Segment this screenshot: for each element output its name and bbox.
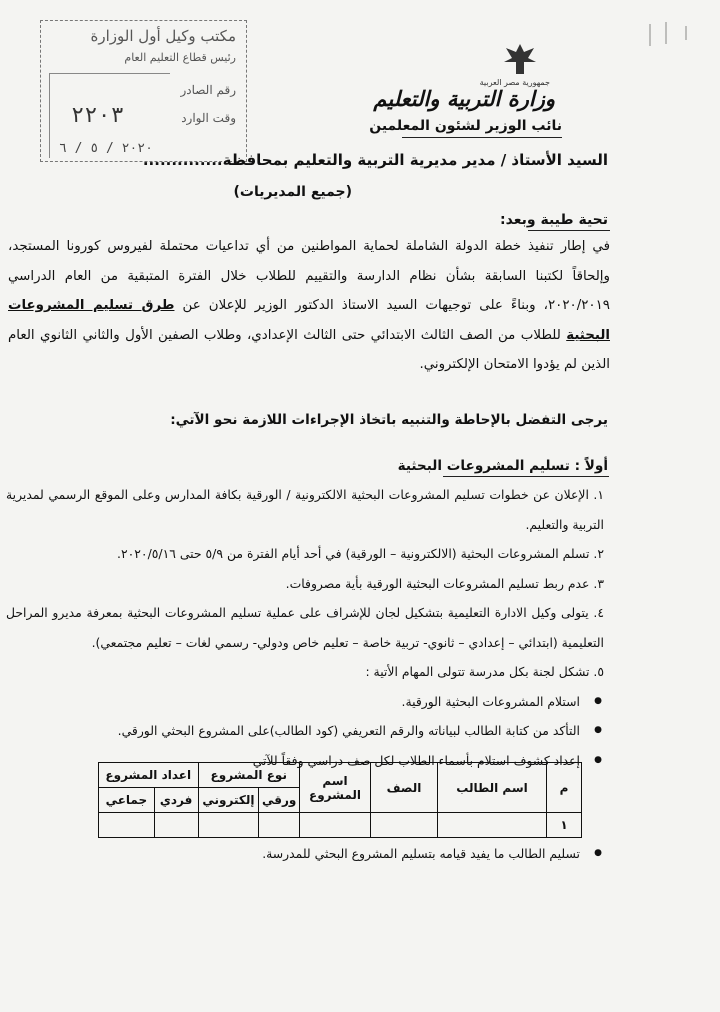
intro-after: للطلاب من الصف الثالث الابتدائي حتى الثالث الإعدادي، وطلاب الصفين الأول والثاني الثانوي العام الذين لم يؤدوا الامتحان الإلكتروني. [8,327,610,372]
col-project-prep: اعداد المشروع [99,763,199,788]
stamp-line-1: مكتب وكيل أول الوزارة [90,27,236,45]
stamp-date-label: وقت الوارد [181,111,236,125]
deputy-underline [402,137,562,138]
section-title: أولاً : تسليم المشروعات البحثية [397,458,608,474]
cell-class [371,813,438,838]
intro-paragraph [8,232,610,380]
ministry-name: وزارة التربية والتعليم [373,86,555,111]
bullet-item: ● إعداد كشوف استلام بأسماء الطلاب لكل صف دراسي وفقاً للآتي [6,746,604,776]
list-item: ١. الإعلان عن خطوات تسليم المشروعات البحثية الالكترونية / الورقية بكافة المدارس وعلى الموقع الرسمي لمديرية التربية والتعليم. [6,487,604,532]
sub-individual: فردي [154,788,198,813]
corner-marks-icon [642,18,702,48]
cell-individual [154,813,198,838]
all-directorates: (جميع المديريات) [233,184,352,200]
republic-label: جمهورية مصر العربية [479,78,550,87]
section-underline [443,476,609,477]
col-student-name: اسم الطالب [438,763,547,813]
list-item: ٥. تشكل لجنة بكل مدرسة تتولى المهام الأتية : [365,664,604,679]
receipt-table [98,762,582,838]
col-project-type: نوع المشروع [198,763,300,788]
stamp-line-2: رئيس قطاع التعليم العام [124,51,236,64]
cell-no: ١ [547,813,582,838]
bullet-item: ● التأكد من كتابة الطالب لبياناته والرقم التعريفي (كود الطالب)على المشروع البحثي الورقي. [6,716,604,746]
cell-project-name [300,813,371,838]
sub-electronic: إلكتروني [198,788,259,813]
list-item: ٢. تسلم المشروعات البحثية (الالكترونية – الورقية) في أحد أيام الفترة من ٥/٩ حتى ٢٠٢٠/٥/١٦. [117,546,604,561]
intro-emphasis: طرق تسليم المشروعات البحثية [8,298,610,343]
greeting-underline [528,230,610,231]
cell-paper [259,813,300,838]
final-bullet: ● تسليم الطالب ما يفيد قيامه بتسليم المشروع البحثي للمدرسة. [262,846,604,861]
bullet-item: ● استلام المشروعات البحثية الورقية. [6,687,604,717]
greeting: تحية طيبة وبعد: [500,212,608,228]
sub-group: جماعي [99,788,155,813]
col-project-name: اسم المشروع [300,763,371,813]
intro-before: في إطار تنفيذ خطة الدولة الشاملة لحماية المواطنين من أي تداعيات محتملة لفيروس كورونا المستجد، وإلحاقاً لكتبنا السابقة بشأن نظام الدارسة والتقييم للطلاب خلال الفترة المتبقية من العام الدراسي ٢٠٢٠/٢٠١٩، وبناءً على توجيهات السيد الاستاذ الدكتور الوزير للإعلان عن [8,239,610,313]
sub-paper: ورقي [259,788,300,813]
cell-student-name [438,813,547,838]
instruction-list [6,480,604,775]
col-no: م [547,763,582,813]
col-class: الصف [371,763,438,813]
office-stamp [40,20,247,162]
cell-electronic [198,813,259,838]
addressee: السيد الأستاذ / مدير مديرية التربية والتعليم بمحافظة.............. [142,151,608,169]
stamp-date: ٢٠٢٠ / ٥ / ٦ [59,141,153,156]
table-header-row [99,763,582,788]
cell-group [99,813,155,838]
table-row [99,813,582,838]
list-item: ٤. يتولى وكيل الادارة التعليمية بتشكيل لجان للإشراف على عملية تسليم المشروعات البحثية بمعرفة مديرو المراحل التعليمية (ابتدائي – إعدادي – ثانوي- تربية خاصة – تعليم خاص ودولي- رسمي لغات – تعليم مجتمعي). [6,605,604,650]
stamp-number: ٢٢٠٣ [71,103,124,128]
list-item: ٣. عدم ربط تسليم المشروعات البحثية الورقية بأية مصروفات. [285,575,604,591]
eagle-emblem-icon [500,42,540,76]
deputy-title: نائب الوزير لشئون المعلمين [369,118,562,134]
stamp-number-label: رقم الصادر [180,83,236,97]
request-line: يرجى التفضل بالإحاطة والتنبيه باتخاذ الإجراءات اللازمة نحو الآتي: [170,412,608,428]
